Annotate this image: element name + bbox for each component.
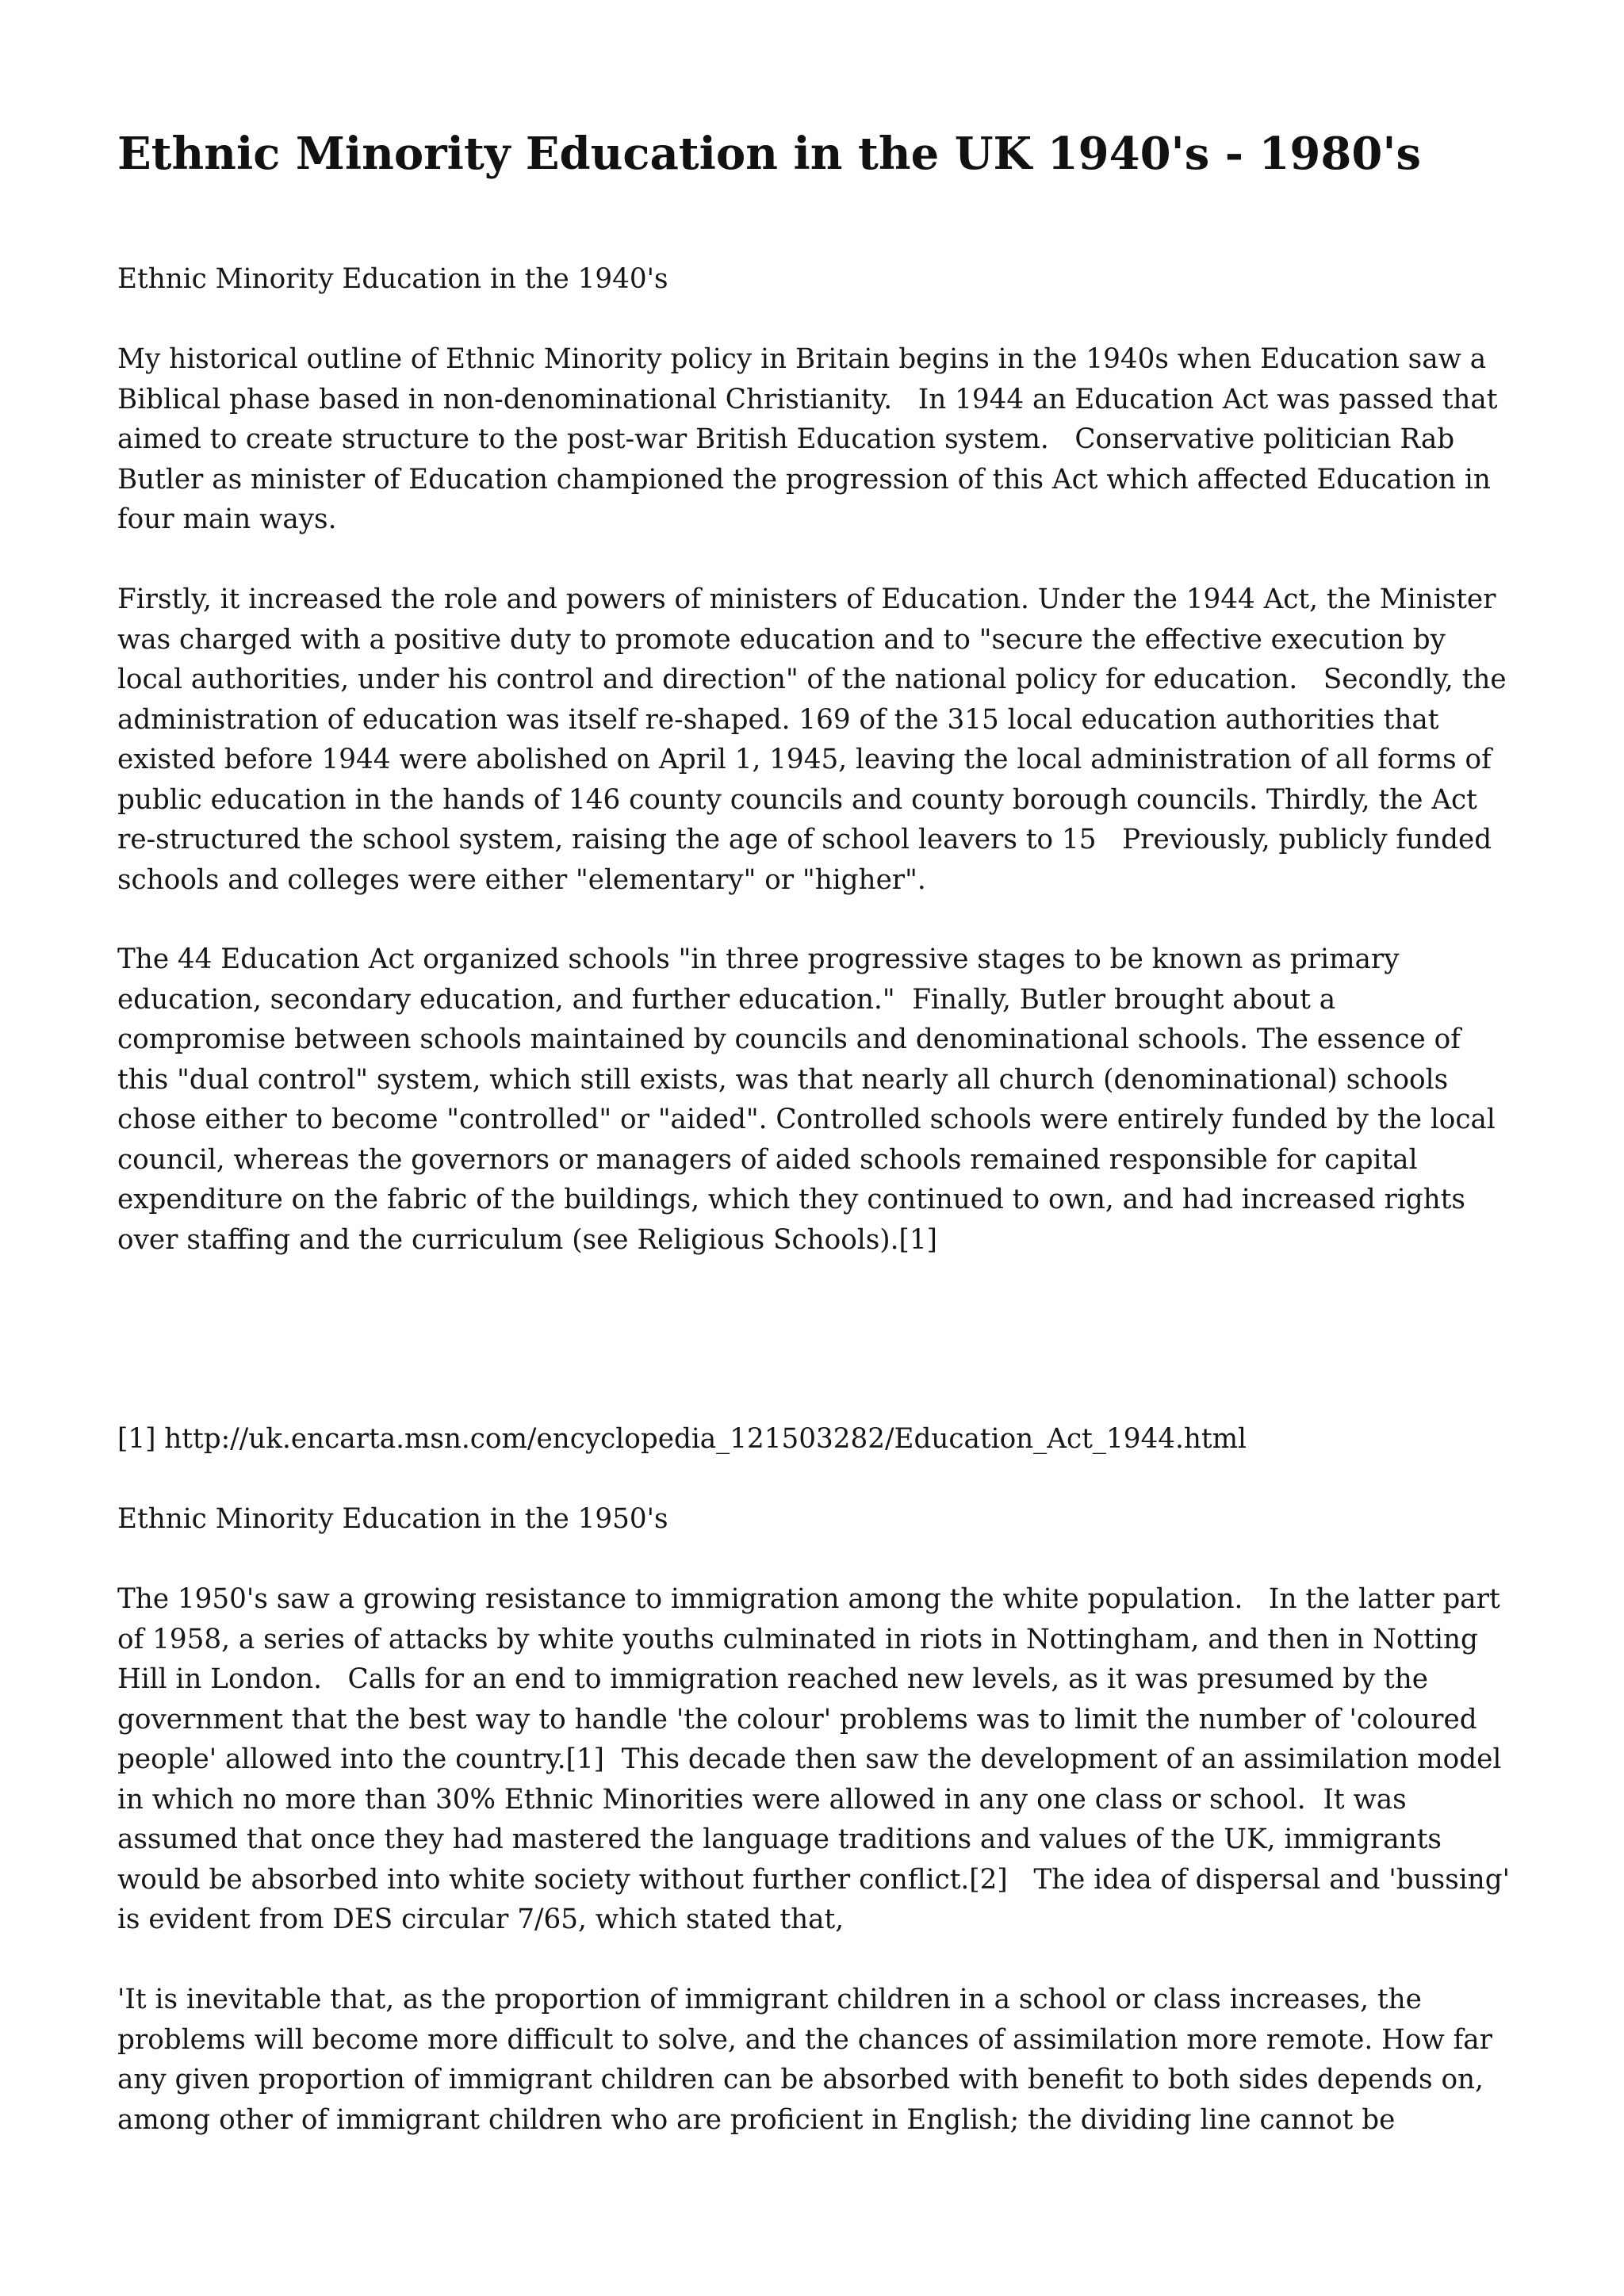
text-line: existed before 1944 were abolished on April 1, 1945, leaving the local administration of all forms of <box>117 744 1492 775</box>
text-line: education, secondary education, and further education." Finally, Butler brought about a <box>117 983 1336 1016</box>
section-heading-1940s: Ethnic Minority Education in the 1940's <box>117 263 668 295</box>
paragraph-1950s-quote <box>117 1980 1492 2140</box>
section-heading-1950s: Ethnic Minority Education in the 1950's <box>117 1503 668 1535</box>
text-line: The 44 Education Act organized schools "in three progressive stages to be known as primary <box>117 943 1400 975</box>
text-line: aimed to create structure to the post-war British Education system. Conservative politician Rab <box>117 423 1455 455</box>
paragraph-1950s-resistance <box>117 1579 1510 1940</box>
text-line: Hill in London. Calls for an end to immigration reached new levels, as it was presumed by the <box>117 1663 1429 1695</box>
text-line: in which no more than 30% Ethnic Minorities were allowed in any one class or school. It was <box>117 1783 1407 1816</box>
text-line: expenditure on the fabric of the buildings, which they continued to own, and had increased rights <box>117 1184 1465 1215</box>
text-line: The 1950's saw a growing resistance to immigration among the white population. In the latter part <box>117 1583 1500 1615</box>
paragraph-1940s-three-stages <box>117 939 1496 1260</box>
text-line: is evident from DES circular 7/65, which stated that, <box>117 1904 845 1935</box>
text-line: problems will become more difficult to solve, and the chances of assimilation more remote. How far <box>117 2023 1493 2056</box>
text-line: this "dual control" system, which still exists, was that nearly all church (denominational) schools <box>117 1063 1449 1096</box>
text-line: people' allowed into the country.[1] This decade then saw the development of an assimilation model <box>117 1743 1502 1775</box>
text-line: four main ways. <box>117 503 337 535</box>
text-line: Butler as minister of Education championed the progression of this Act which affected Education in <box>117 463 1491 496</box>
footnote-1940s: [1] http://uk.encarta.msn.com/encyclopedia_121503282/Education_Act_1944.html <box>117 1423 1247 1455</box>
text-line: public education in the hands of 146 county councils and county borough councils. Thirdly, the Act <box>117 783 1477 816</box>
text-line: Biblical phase based in non-denominational Christianity. In 1944 an Education Act was passed that <box>117 383 1498 415</box>
text-line: any given proportion of immigrant children can be absorbed with benefit to both sides depends on, <box>117 2064 1484 2095</box>
document-title: Ethnic Minority Education in the UK 1940's - 1980's <box>117 128 1421 180</box>
text-line: over staffing and the curriculum (see Religious Schools).[1] <box>117 1223 937 1256</box>
text-line: Firstly, it increased the role and powers of ministers of Education. Under the 1944 Act, the Minister <box>117 584 1496 615</box>
text-line: administration of education was itself re-shaped. 169 of the 315 local education authorities that <box>117 703 1439 736</box>
text-line: government that the best way to handle 'the colour' problems was to limit the number of 'coloured <box>117 1703 1477 1735</box>
text-line: assumed that once they had mastered the language traditions and values of the UK, immigrants <box>117 1823 1442 1855</box>
text-line: local authorities, under his control and direction" of the national policy for education. Secondly, the <box>117 664 1507 695</box>
text-line: chose either to become "controlled" or "aided". Controlled schools were entirely funded by the local <box>117 1104 1496 1135</box>
text-line: among other of immigrant children who are proficient in English; the dividing line cannot be <box>117 2103 1396 2136</box>
text-line: 'It is inevitable that, as the proportion of immigrant children in a school or class increases, the <box>117 1984 1422 2015</box>
text-line: re-structured the school system, raising the age of school leavers to 15 Previously, publicly funded <box>117 824 1492 855</box>
paragraph-1940s-act-changes <box>117 580 1507 900</box>
text-line: compromise between schools maintained by councils and denominational schools. The essence of <box>117 1024 1461 1055</box>
text-line: council, whereas the governors or managers of aided schools remained responsible for capital <box>117 1143 1418 1176</box>
text-line: was charged with a positive duty to promote education and to "secure the effective execution by <box>117 623 1446 656</box>
text-line: My historical outline of Ethnic Minority policy in Britain begins in the 1940s when Education saw a <box>117 343 1487 375</box>
text-line: of 1958, a series of attacks by white youths culminated in riots in Nottingham, and then in Notting <box>117 1623 1478 1655</box>
text-line: would be absorbed into white society without further conflict.[2] The idea of dispersal and 'bussing' <box>117 1863 1510 1896</box>
text-line: schools and colleges were either "elementary" or "higher". <box>117 863 926 896</box>
paragraph-1940s-intro <box>117 339 1498 540</box>
